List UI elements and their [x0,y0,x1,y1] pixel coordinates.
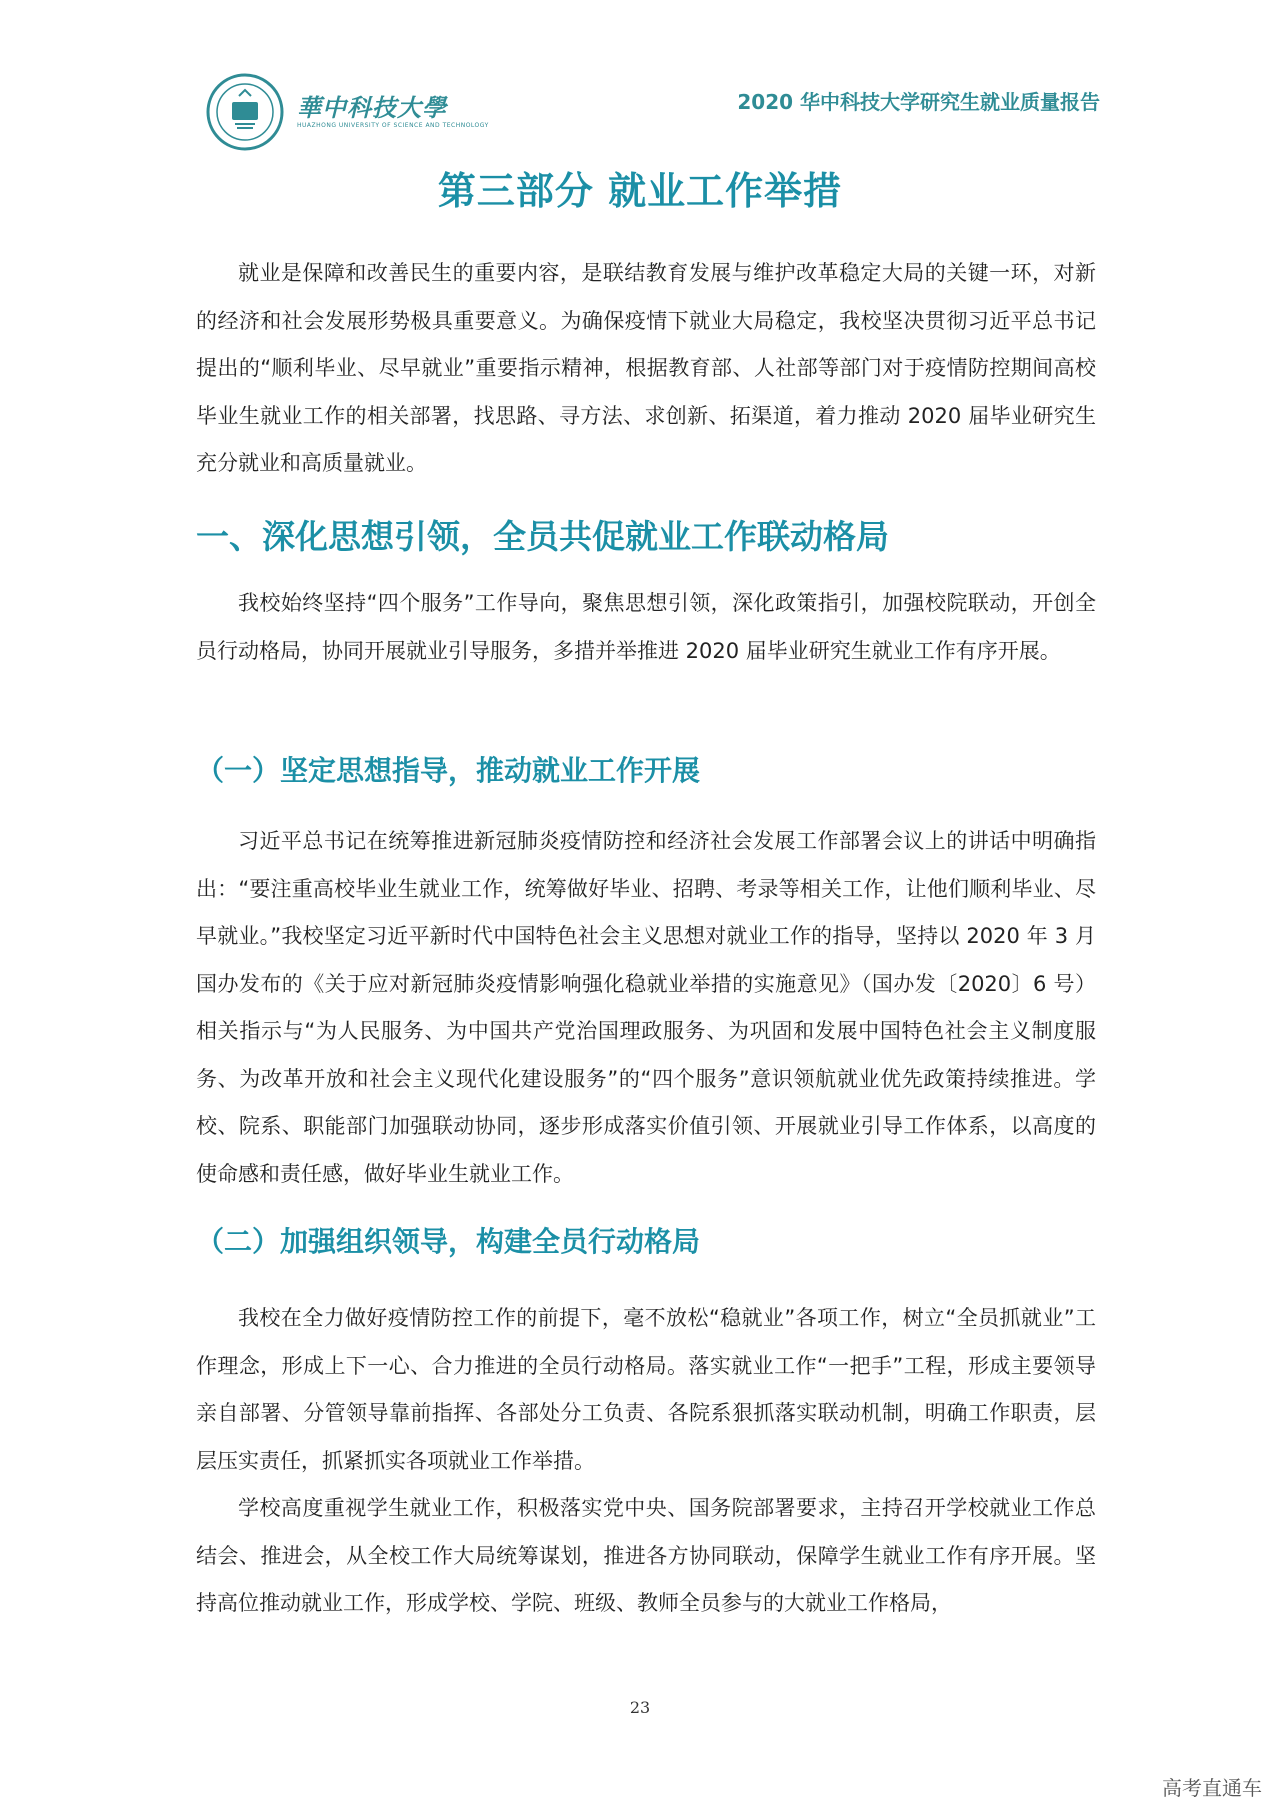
section-intro-block [196,580,1096,675]
subsection-1-block [196,818,1096,1198]
subsection-2-block [196,1295,1096,1628]
intro-block [196,250,1096,488]
subsection-2-paragraph-2: 学校高度重视学生就业工作，积极落实党中央、国务院部署要求，主持召开学校就业工作总结会、推进会，从全校工作大局统筹谋划，推进各方协同联动，保障学生就业工作有序开展。坚持高位推动就业工作，形成学校、学院、班级、教师全员参与的大就业工作格局， [196,1496,1096,1615]
page-number: 23 [629,1698,651,1717]
subsection-heading-2: （二）加强组织领导，构建全员行动格局 [196,1225,701,1258]
page-header [205,62,1100,132]
section-intro-paragraph: 我校始终坚持“四个服务”工作导向，聚焦思想引领，深化政策指引，加强校院联动，开创全员行动格局，协同开展就业引导服务，多措并举推进 2020 届毕业研究生就业工作有序开展。 [196,591,1096,663]
subsection-2-paragraph-1: 我校在全力做好疫情防控工作的前提下，毫不放松“稳就业”各项工作，树立“全员抓就业”工作理念，形成上下一心、合力推进的全员行动格局。落实就业工作“一把手”工程，形成主要领导亲自部署、分管领导靠前指挥、各部处分工负责、各院系狠抓落实联动机制，明确工作职责，层层压实责任，抓紧抓实各项就业工作举措。 [196,1306,1096,1473]
university-name-en: HUAZHONG UNIVERSITY OF SCIENCE AND TECHNOLOGY [297,122,489,129]
university-seal-icon [205,72,285,152]
subsection-1-paragraph: 习近平总书记在统筹推进新冠肺炎疫情防控和经济社会发展工作部署会议上的讲话中明确指出：“要注重高校毕业生就业工作，统筹做好毕业、招聘、考录等相关工作，让他们顺利毕业、尽早就业。”我校坚定习近平新时代中国特色社会主义思想对就业工作的指导，坚持以 2020 年 3 月国办发布的《关于应对新冠肺炎疫情影响强化稳就业举措的实施意见》（国办发〔2020〕6 号）相关指示与“为人民服务、为中国共产党治国理政服务、为巩固和发展中国特色社会主义制度服务、为改革开放和社会主义现代化建设服务”的“四个服务”意识领航就业优先政策持续推进。学校、院系、职能部门加强联动协同，逐步形成落实价值引领、开展就业引导工作体系，以高度的使命感和责任感，做好毕业生就业工作。 [196,829,1096,1186]
watermark: 高考直通车 [1162,1776,1262,1800]
page-title: 第三部分 就业工作举措 [437,169,843,213]
university-name: 華中科技大學 [297,93,447,122]
section-heading: 一、深化思想引领，全员共促就业工作联动格局 [196,517,889,556]
report-title: 2020 华中科技大学研究生就业质量报告 [737,90,1100,114]
intro-paragraph: 就业是保障和改善民生的重要内容，是联结教育发展与维护改革稳定大局的关键一环，对新的经济和社会发展形势极具重要意义。为确保疫情下就业大局稳定，我校坚决贯彻习近平总书记提出的“顺利毕业、尽早就业”重要指示精神，根据教育部、人社部等部门对于疫情防控期间高校毕业生就业工作的相关部署，找思路、寻方法、求创新、拓渠道，着力推动 2020 届毕业研究生充分就业和高质量就业。 [196,261,1096,475]
subsection-heading-1: （一）坚定思想指导，推动就业工作开展 [196,754,701,787]
